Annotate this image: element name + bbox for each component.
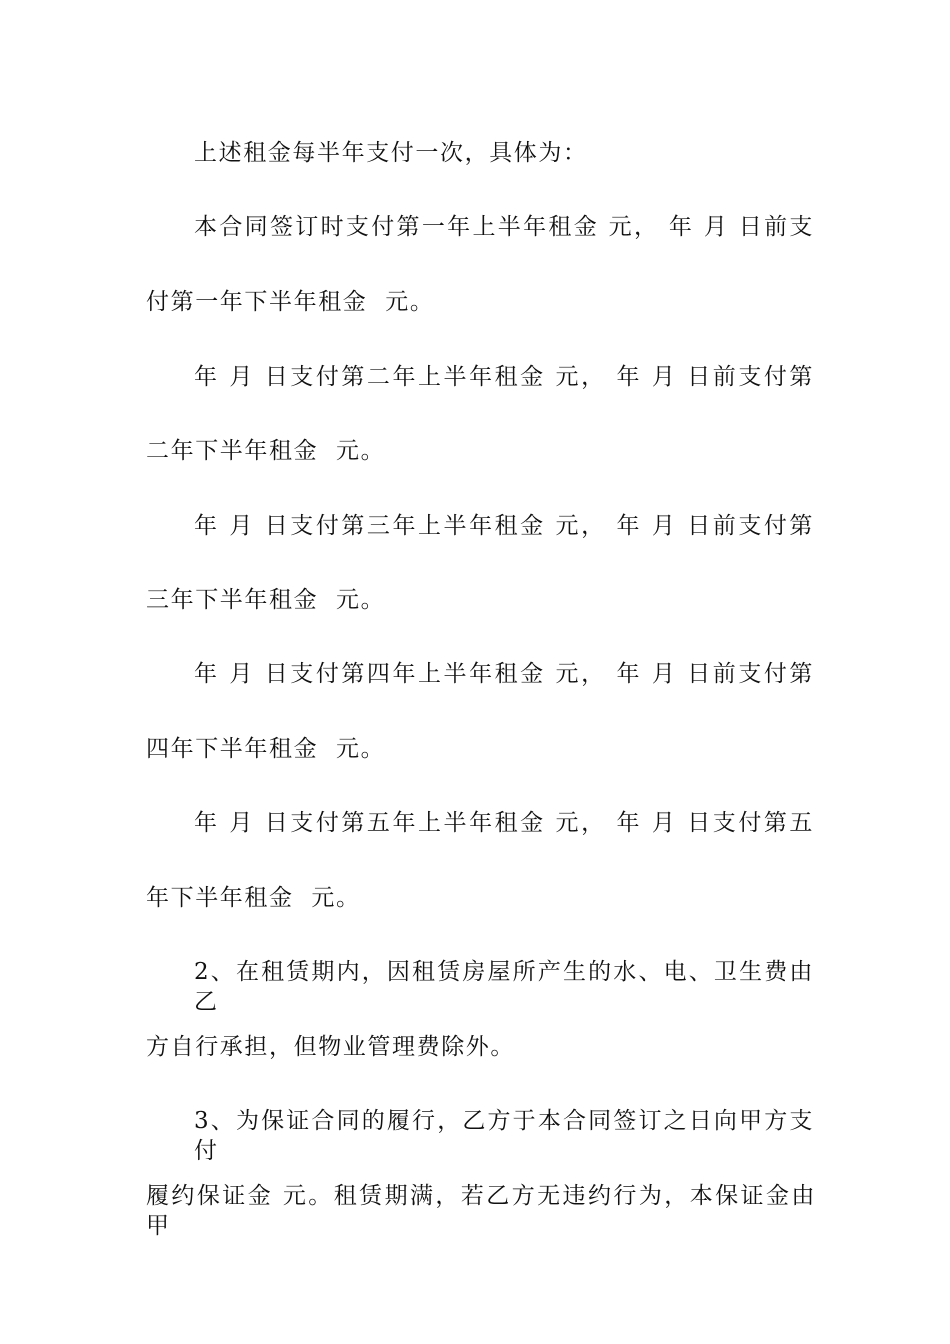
paragraph-line: 年 月 日支付第五年上半年租金 元， 年 月 日支付第五 — [194, 810, 814, 836]
paragraph-line: 上述租金每半年支付一次，具体为： — [194, 140, 588, 166]
paragraph-line: 年 月 日支付第四年上半年租金 元， 年 月 日前支付第 — [194, 661, 814, 687]
paragraph-line: 3、为保证合同的履行，乙方于本合同签订之日向甲方支付 — [194, 1108, 814, 1164]
paragraph-line: 二年下半年租金 元。 — [146, 438, 386, 464]
paragraph-line: 付第一年下半年租金 元。 — [146, 289, 435, 315]
paragraph-line: 年 月 日支付第三年上半年租金 元， 年 月 日前支付第 — [194, 513, 814, 539]
paragraph-line: 2、在租赁期内，因租赁房屋所产生的水、电、卫生费由乙 — [194, 959, 814, 1015]
paragraph-line: 履约保证金 元。租赁期满，若乙方无违约行为，本保证金由甲 — [146, 1183, 816, 1239]
paragraph-line: 年 月 日支付第二年上半年租金 元， 年 月 日前支付第 — [194, 364, 814, 390]
paragraph-line: 三年下半年租金 元。 — [146, 587, 386, 613]
paragraph-line: 四年下半年租金 元。 — [146, 736, 386, 762]
paragraph-line: 年下半年租金 元。 — [146, 885, 361, 911]
paragraph-line: 本合同签订时支付第一年上半年租金 元， 年 月 日前支 — [194, 214, 814, 240]
paragraph-line: 方自行承担，但物业管理费除外。 — [146, 1034, 515, 1060]
